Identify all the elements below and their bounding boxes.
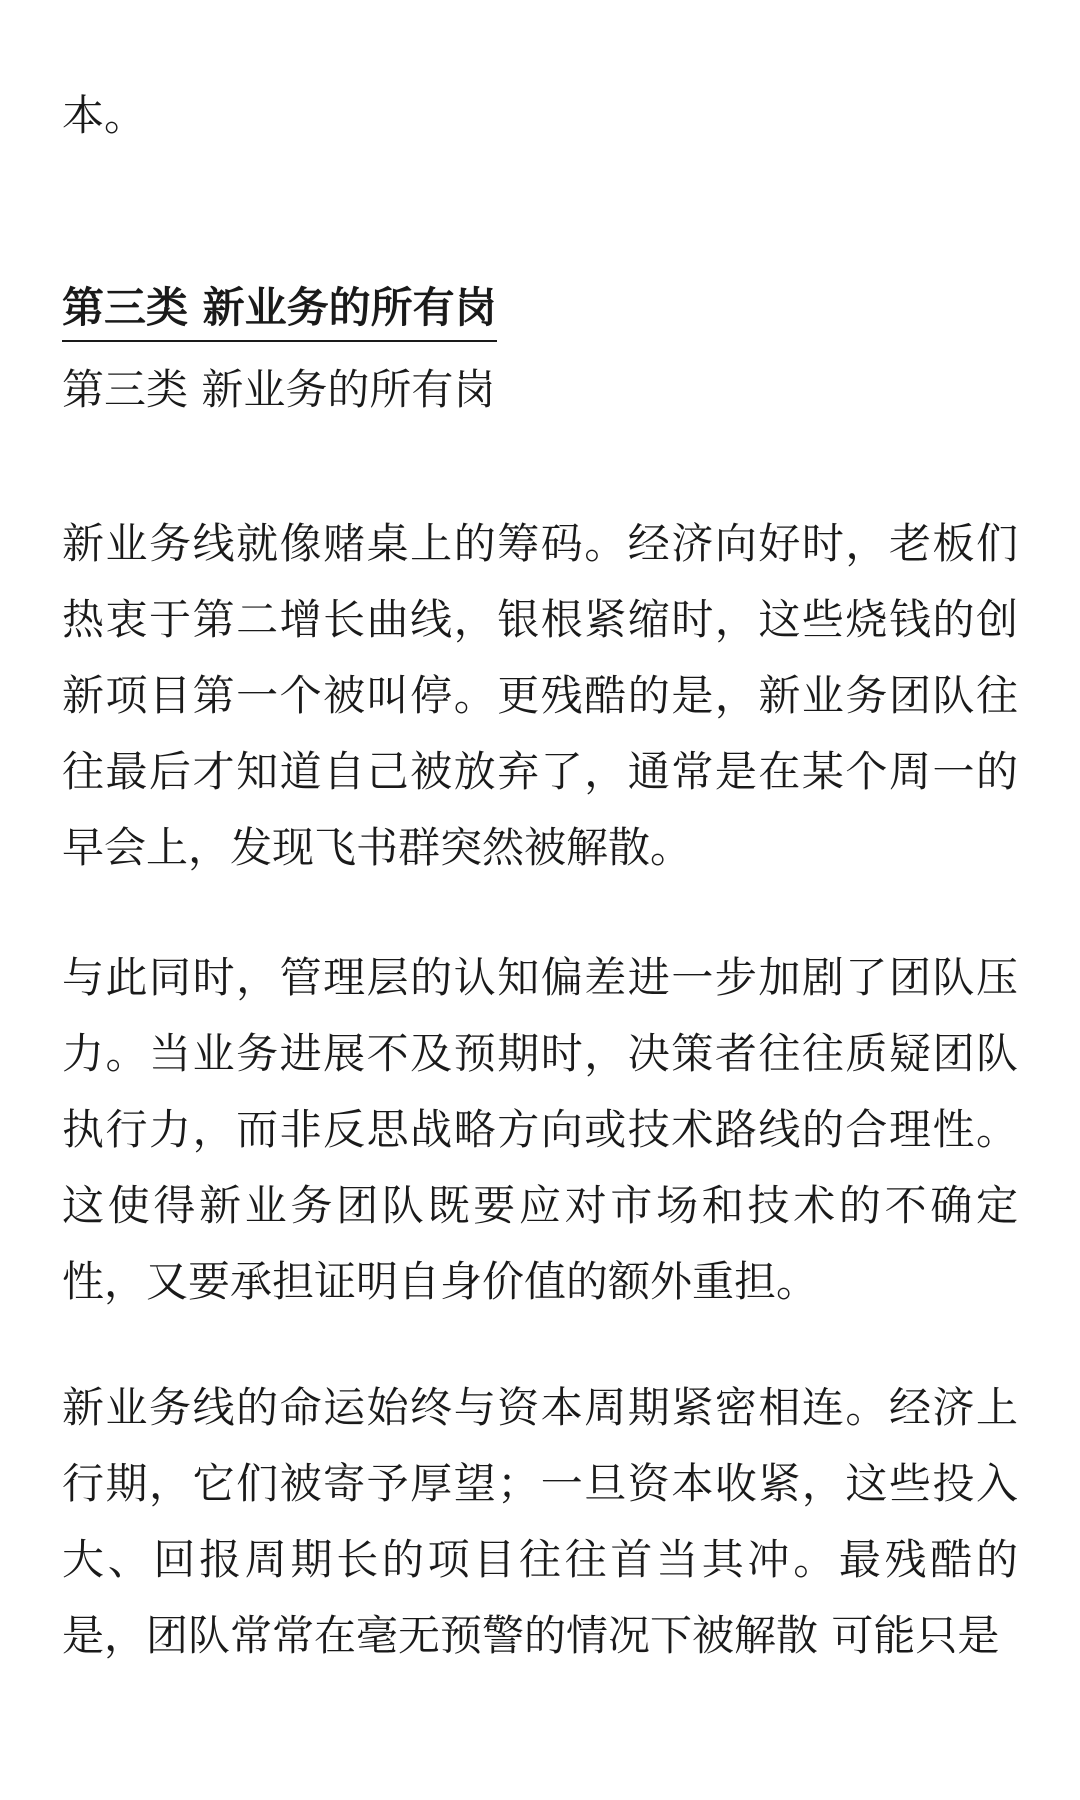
article-paragraph: 新业务线就像赌桌上的筹码。经济向好时，老板们热衷于第二增长曲线，银根紧缩时，这些烧钱的创新项目第一个被叫停。更残酷的是，新业务团队往往最后才知道自己被放弃了，通常是在某个周一的早会上，发现飞书群突然被解散。 <box>62 519 1018 872</box>
article-paragraph: 与此同时，管理层的认知偏差进一步加剧了团队压力。当业务进展不及预期时，决策者往往质疑团队执行力，而非反思战略方向或技术路线的合理性。这使得新业务团队既要应对市场和技术的不确定性，又要承担证明自身价值的额外重担。 <box>62 953 1018 1306</box>
section-subheading: 第三类 新业务的所有岗 <box>62 365 496 414</box>
section-heading-link[interactable]: 第三类 新业务的所有岗 <box>62 278 497 342</box>
previous-paragraph-tail: 本。 <box>62 91 147 140</box>
article-paragraph: 新业务线的命运始终与资本周期紧密相连。经济上行期，它们被寄予厚望；一旦资本收紧，这些投入大、回报周期长的项目往往首当其冲。最残酷的是，团队常常在毫无预警的情况下被解散 可能只是 <box>62 1383 1018 1660</box>
